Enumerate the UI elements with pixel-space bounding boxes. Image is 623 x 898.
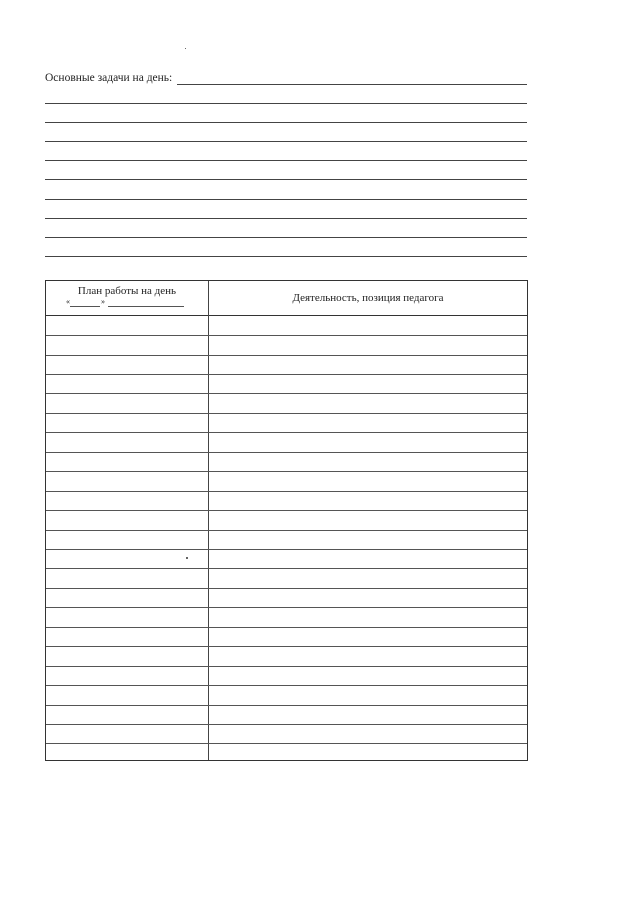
task-blank-line: [45, 199, 527, 200]
table-row-divider: [46, 491, 527, 492]
table-row-divider: [46, 393, 527, 394]
table-row-divider: [46, 413, 527, 414]
scan-speck: [185, 48, 186, 49]
daily-tasks-fill-line: [177, 84, 527, 85]
task-blank-line: [45, 218, 527, 219]
daily-tasks-label: Основные задачи на день:: [45, 72, 173, 84]
day-blank-line: [70, 306, 100, 307]
task-blank-line: [45, 179, 527, 180]
task-blank-line: [45, 160, 527, 161]
task-blank-line: [45, 122, 527, 123]
table-row-divider: [46, 530, 527, 531]
table-row-divider: [46, 432, 527, 433]
table-row-divider: [46, 705, 527, 706]
date-close-quote: »: [101, 297, 105, 306]
date-open-quote: «: [66, 297, 70, 306]
table-row-divider: [46, 666, 527, 667]
activity-header-cell: [209, 281, 527, 315]
table-row-divider: [46, 724, 527, 725]
table-row-divider: [46, 627, 527, 628]
table-row-divider: [46, 510, 527, 511]
table-row-divider: [46, 374, 527, 375]
table-row-divider: [46, 471, 527, 472]
header-divider: [46, 315, 527, 316]
plan-header-title: План работы на день: [77, 285, 177, 297]
table-row-divider: [46, 355, 527, 356]
activity-header-title: Деятельность, позиция педагога: [292, 292, 444, 304]
table-row-divider: [46, 646, 527, 647]
column-divider: [208, 281, 209, 760]
daily-plan-table: [45, 280, 528, 761]
table-row-divider: [46, 452, 527, 453]
scan-speck: [186, 557, 188, 559]
task-blank-line: [45, 141, 527, 142]
plan-date-field: [66, 297, 186, 307]
table-row-divider: [46, 568, 527, 569]
task-blank-line: [45, 237, 527, 238]
table-row-divider: [46, 588, 527, 589]
table-row-divider: [46, 335, 527, 336]
table-row-divider: [46, 685, 527, 686]
task-blank-line: [45, 256, 527, 257]
table-row-divider: [46, 607, 527, 608]
table-row-divider: [46, 549, 527, 550]
plan-header-cell: [46, 281, 208, 315]
task-blank-line: [45, 103, 527, 104]
month-blank-line: [108, 306, 184, 307]
table-row-divider: [46, 743, 527, 744]
